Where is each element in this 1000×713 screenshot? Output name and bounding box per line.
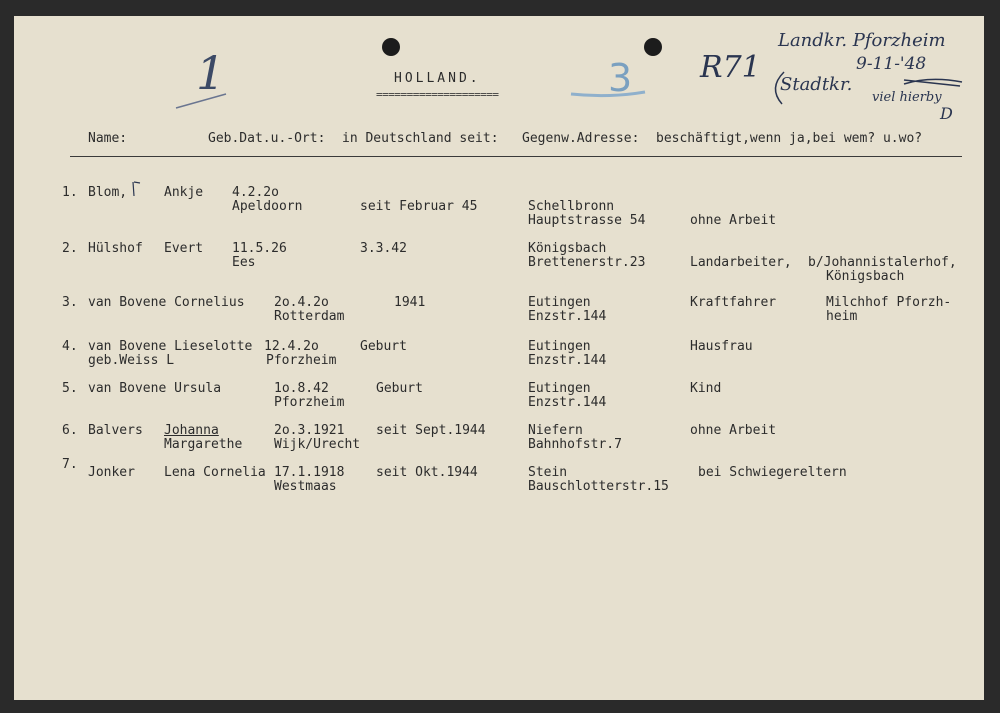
header-employment: beschäftigt,wenn ja,bei wem? u.wo? (656, 131, 923, 146)
row-address-line1: Eutingen (528, 339, 591, 354)
row-given-name: Lena Cornelia (164, 465, 266, 480)
row-birth-date: 17.1.1918 (274, 465, 345, 480)
row-birth-date: 2o.3.1921 (274, 423, 345, 438)
row-job: ohne Arbeit (690, 423, 777, 438)
row-job: Landarbeiter, (690, 255, 792, 270)
row-birth-place: Wijk/Urecht (274, 437, 361, 452)
row-given-name: Johanna (164, 423, 219, 438)
title-underline: ==================== (376, 88, 499, 101)
row-address-line2: Hauptstrasse 54 (528, 213, 646, 228)
row-surname: van Bovene Ursula (88, 381, 222, 396)
row-address-line1: Königsbach (528, 241, 607, 256)
header-rule (70, 156, 962, 157)
handwritten-city-district: Stadtkr. (780, 74, 853, 95)
row-birth-date: 4.2.2o (232, 185, 279, 200)
header-since: in Deutschland seit: (342, 131, 499, 146)
row-address-line1: Eutingen (528, 295, 591, 310)
handwritten-date: 9-11-'48 (856, 54, 927, 74)
row-surname: van Bovene Cornelius (88, 295, 245, 310)
row-number: 6. (62, 423, 78, 438)
punch-hole-left (382, 38, 400, 56)
row-since: Geburt (360, 339, 407, 354)
row-birth-date: 2o.4.2o (274, 295, 329, 310)
row-since: seit Sept.1944 (376, 423, 486, 438)
row-surname: Balvers (88, 423, 143, 438)
row-since: seit Februar 45 (360, 199, 478, 214)
header-name: Name: (88, 131, 128, 146)
row-since: 1941 (394, 295, 426, 310)
row-address-line1: Schellbronn (528, 199, 615, 214)
row-address-line2: Enzstr.144 (528, 353, 607, 368)
row-since: Geburt (376, 381, 423, 396)
row-birth-place: Westmaas (274, 479, 337, 494)
row-address-line1: Niefern (528, 423, 583, 438)
row-job: Hausfrau (690, 339, 753, 354)
document-page (14, 16, 984, 700)
handwritten-code: R71 (700, 50, 761, 85)
row-address-line1: Eutingen (528, 381, 591, 396)
row-surname: van Bovene Lieselotte (88, 339, 253, 354)
row-address-line2: Bahnhofstr.7 (528, 437, 622, 452)
handwritten-district: Landkr. Pforzheim (778, 30, 946, 51)
row-job: Kind (690, 381, 722, 396)
row-birth-place: Pforzheim (266, 353, 337, 368)
row-given-name: Evert (164, 241, 204, 256)
header-address: Gegenw.Adresse: (522, 131, 640, 146)
row-birth-place: Pforzheim (274, 395, 345, 410)
document-title: HOLLAND. (394, 71, 481, 86)
row-employer-line2: Königsbach (826, 269, 905, 284)
row-employer-line1: Milchhof Pforzh- (826, 295, 952, 310)
row-number: 7. (62, 457, 78, 472)
row-employer-line1: b/Johannistalerhof, (808, 255, 957, 270)
row-surname: Hülshof (88, 241, 143, 256)
row-since: seit Okt.1944 (376, 465, 478, 480)
row-birth-place: Apeldoorn (232, 199, 303, 214)
row-employer-line2: heim (826, 309, 858, 324)
row-job: ohne Arbeit (690, 213, 777, 228)
row-job: bei Schwiegereltern (698, 465, 847, 480)
handwritten-note: viel hierby (872, 90, 942, 105)
handwritten-page-number: 1 (196, 46, 226, 100)
row-birth-date: 11.5.26 (232, 241, 287, 256)
row-address-line2: Enzstr.144 (528, 395, 607, 410)
row-number: 4. (62, 339, 78, 354)
row-surname: Blom, (88, 185, 128, 200)
row-surname: Jonker (88, 465, 135, 480)
row-birth-place: Rotterdam (274, 309, 345, 324)
row-address-line2: Brettenerstr.23 (528, 255, 646, 270)
handwritten-initials: D (940, 104, 953, 123)
row-number: 5. (62, 381, 78, 396)
row-job: Kraftfahrer (690, 295, 777, 310)
row-given-name-2: Margarethe (164, 437, 243, 452)
blue-crayon-number: 3 (608, 56, 633, 100)
crossed-out-word (900, 72, 970, 92)
row-given-name: Ankje (164, 185, 204, 200)
row-number: 2. (62, 241, 78, 256)
blue-crayon-stroke (569, 86, 649, 100)
row-number: 3. (62, 295, 78, 310)
row-address-line2: Enzstr.144 (528, 309, 607, 324)
punch-hole-right (644, 38, 662, 56)
row-birth-date: 1o.8.42 (274, 381, 329, 396)
row-since: 3.3.42 (360, 241, 407, 256)
row-birth-place: Ees (232, 255, 256, 270)
row-birth-date: 12.4.2o (264, 339, 319, 354)
row-given-name: geb.Weiss L (88, 353, 175, 368)
row-number: 1. (62, 185, 78, 200)
handwritten-stroke (174, 92, 234, 112)
header-birth: Geb.Dat.u.-Ort: (208, 131, 326, 146)
row-address-line1: Stein (528, 465, 568, 480)
handwritten-bracket (766, 68, 790, 108)
check-mark (130, 180, 142, 198)
row-address-line2: Bauschlotterstr.15 (528, 479, 669, 494)
